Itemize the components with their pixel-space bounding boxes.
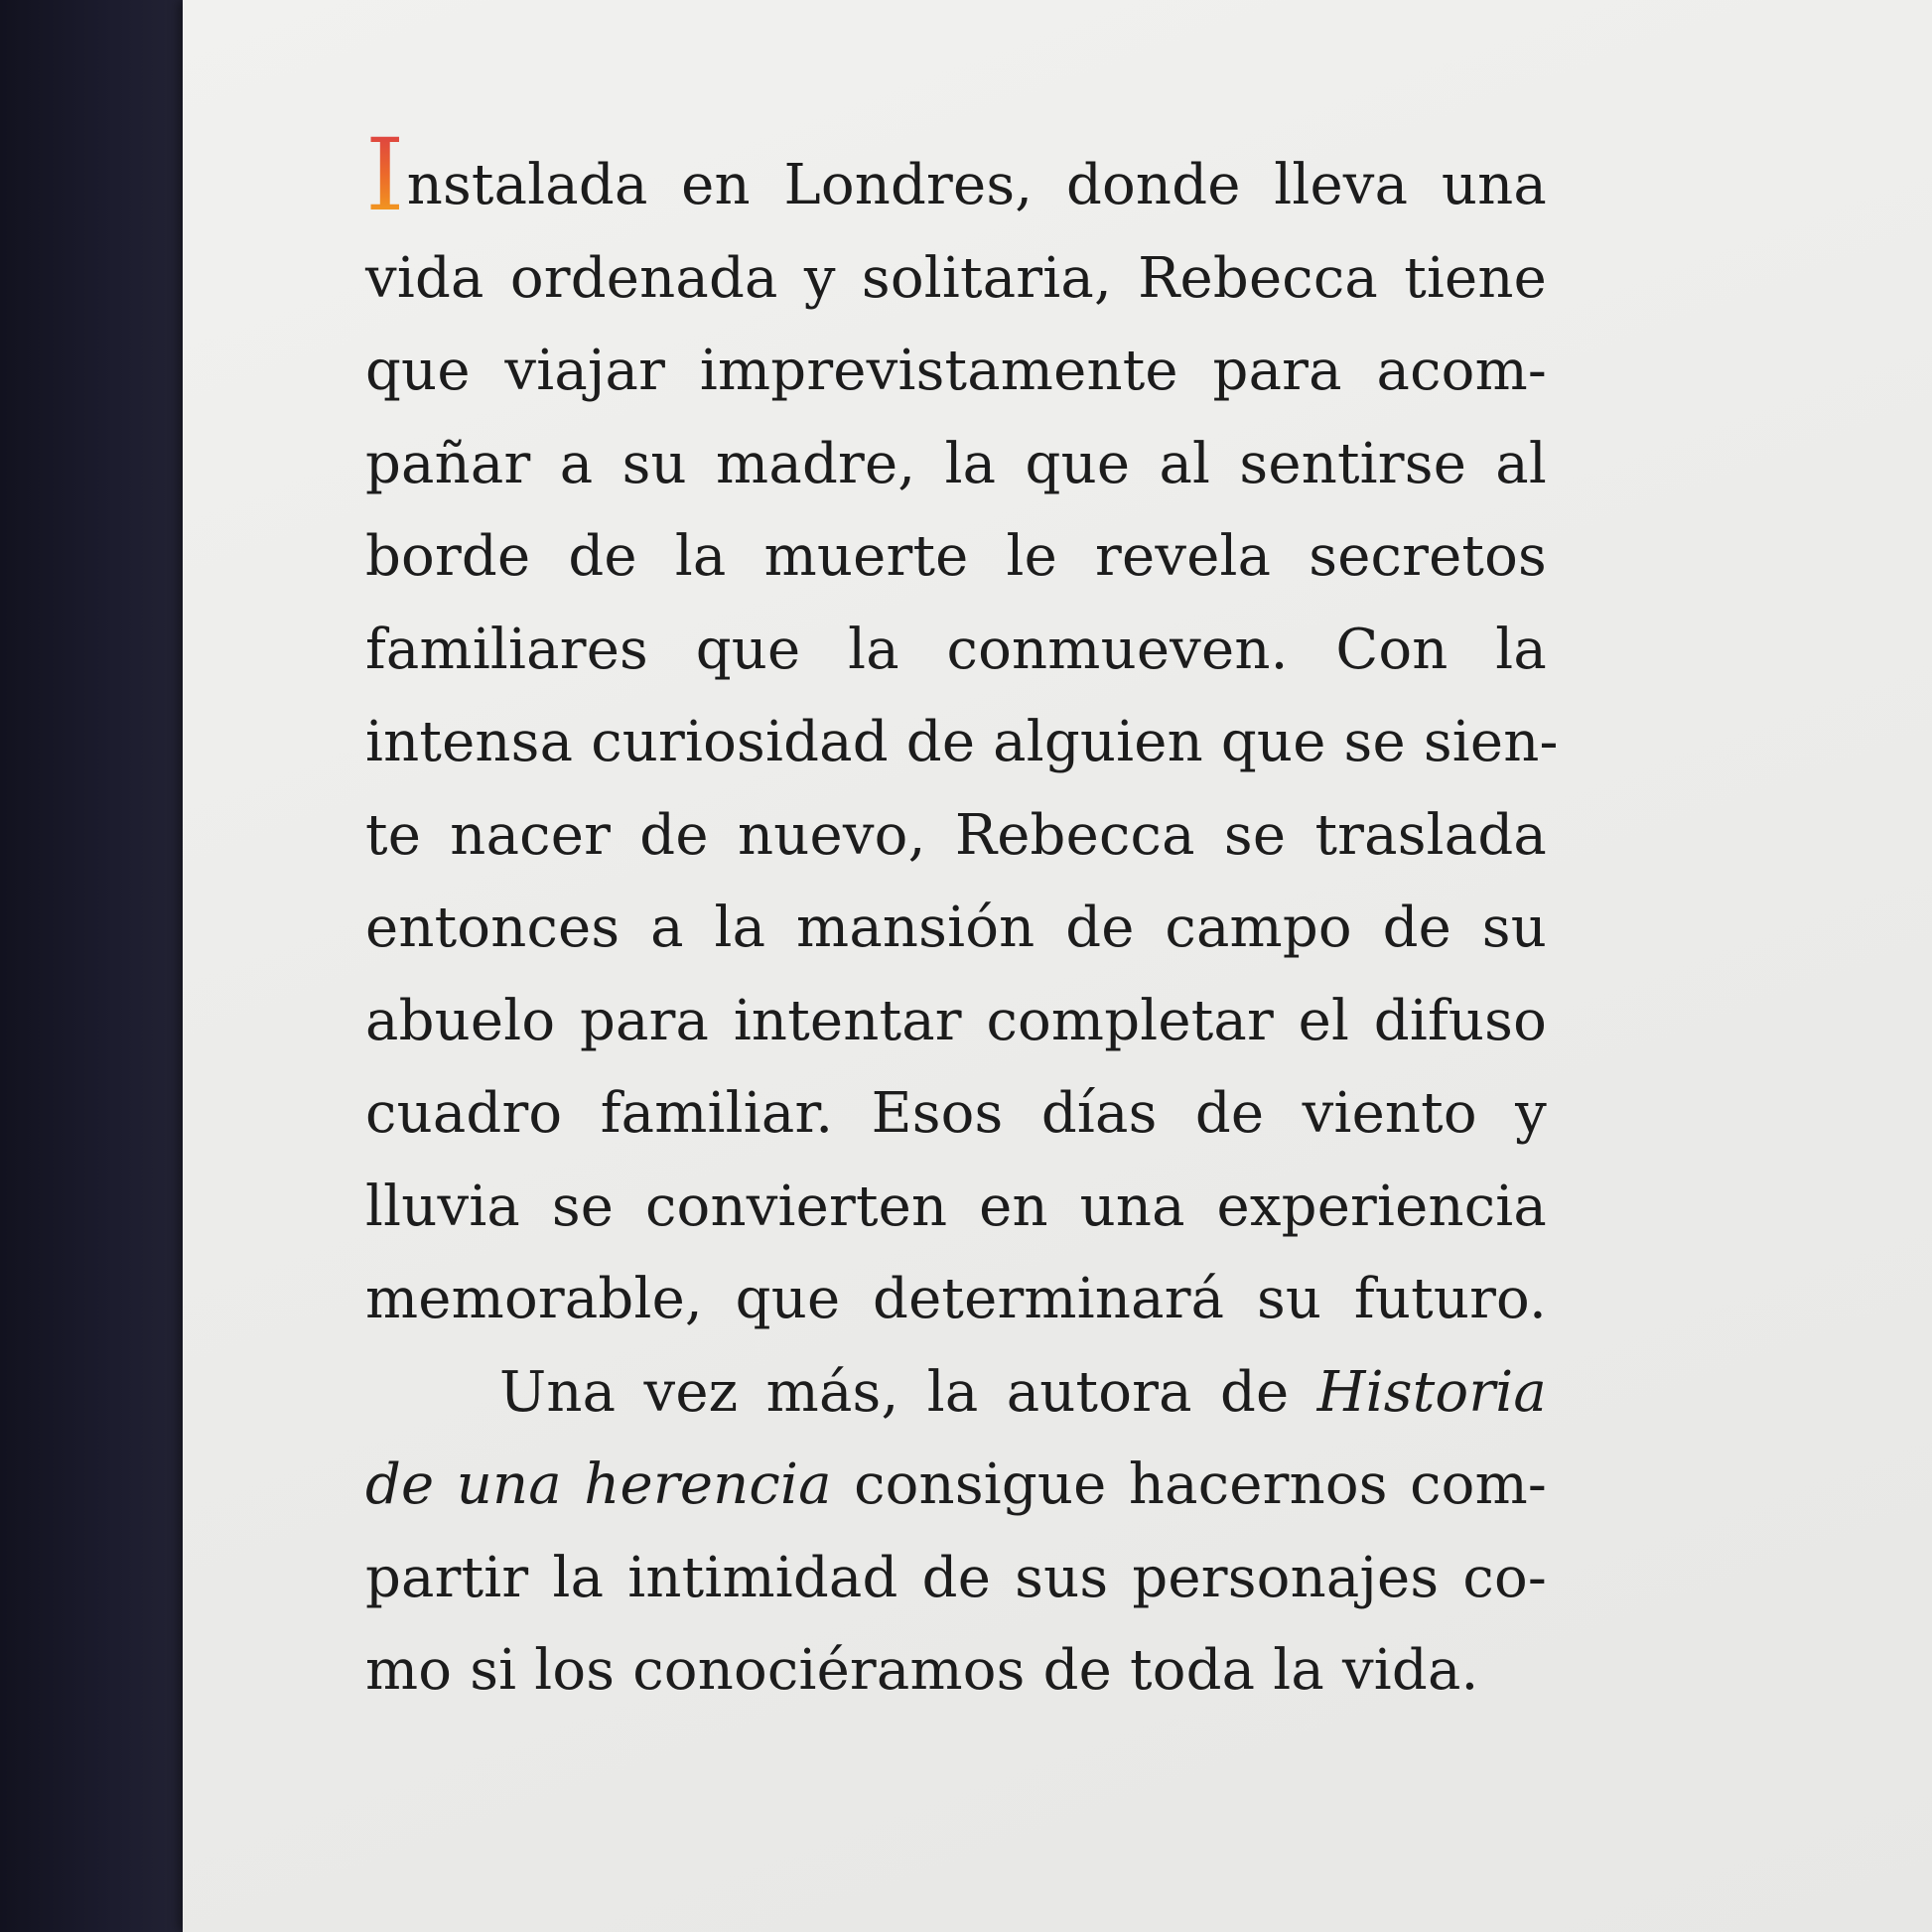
text-line: borde de la muerte le revela secretos: [365, 524, 1547, 589]
plain-text: Una vez más, la autora de: [499, 1359, 1317, 1425]
book-title-italic: de una herencia: [365, 1452, 832, 1517]
text-line: partir la intimidad de sus personajes co-: [365, 1545, 1547, 1610]
drop-cap: I: [365, 117, 405, 233]
synopsis-text: [365, 117, 1559, 1718]
text-line: vida ordenada y solitaria, Rebecca tiene: [365, 245, 1547, 311]
text-line: entonces a la mansión de campo de su: [365, 896, 1547, 960]
text-line: memorable, que determinará su futuro.: [365, 1267, 1547, 1331]
text-line: intensa curiosidad de alguien que se sien-: [365, 710, 1559, 774]
text-line: pañar a su madre, la que al sentirse al: [365, 431, 1547, 496]
book-title-italic: Historia: [1316, 1359, 1547, 1425]
text-line: que viajar imprevistamente para acom-: [365, 339, 1547, 403]
text-line: te nacer de nuevo, Rebecca se traslada: [365, 802, 1547, 868]
text-line: mo si los conociéramos de toda la vida.: [365, 1638, 1479, 1703]
text-line: [365, 1346, 1547, 1440]
text-line: Instalada en Londres, donde lleva una: [365, 117, 1547, 233]
text-line: [365, 1439, 1547, 1532]
text-line: lluvia se convierten en una experiencia: [365, 1173, 1547, 1239]
book-spine: [0, 0, 191, 1932]
text-line: familiares que la conmueven. Con la: [365, 617, 1547, 682]
text-line: cuadro familiar. Esos días de viento y: [365, 1081, 1547, 1146]
plain-text: consigue hacernos com-: [831, 1452, 1548, 1517]
text-line: abuelo para intentar completar el difuso: [365, 988, 1547, 1053]
